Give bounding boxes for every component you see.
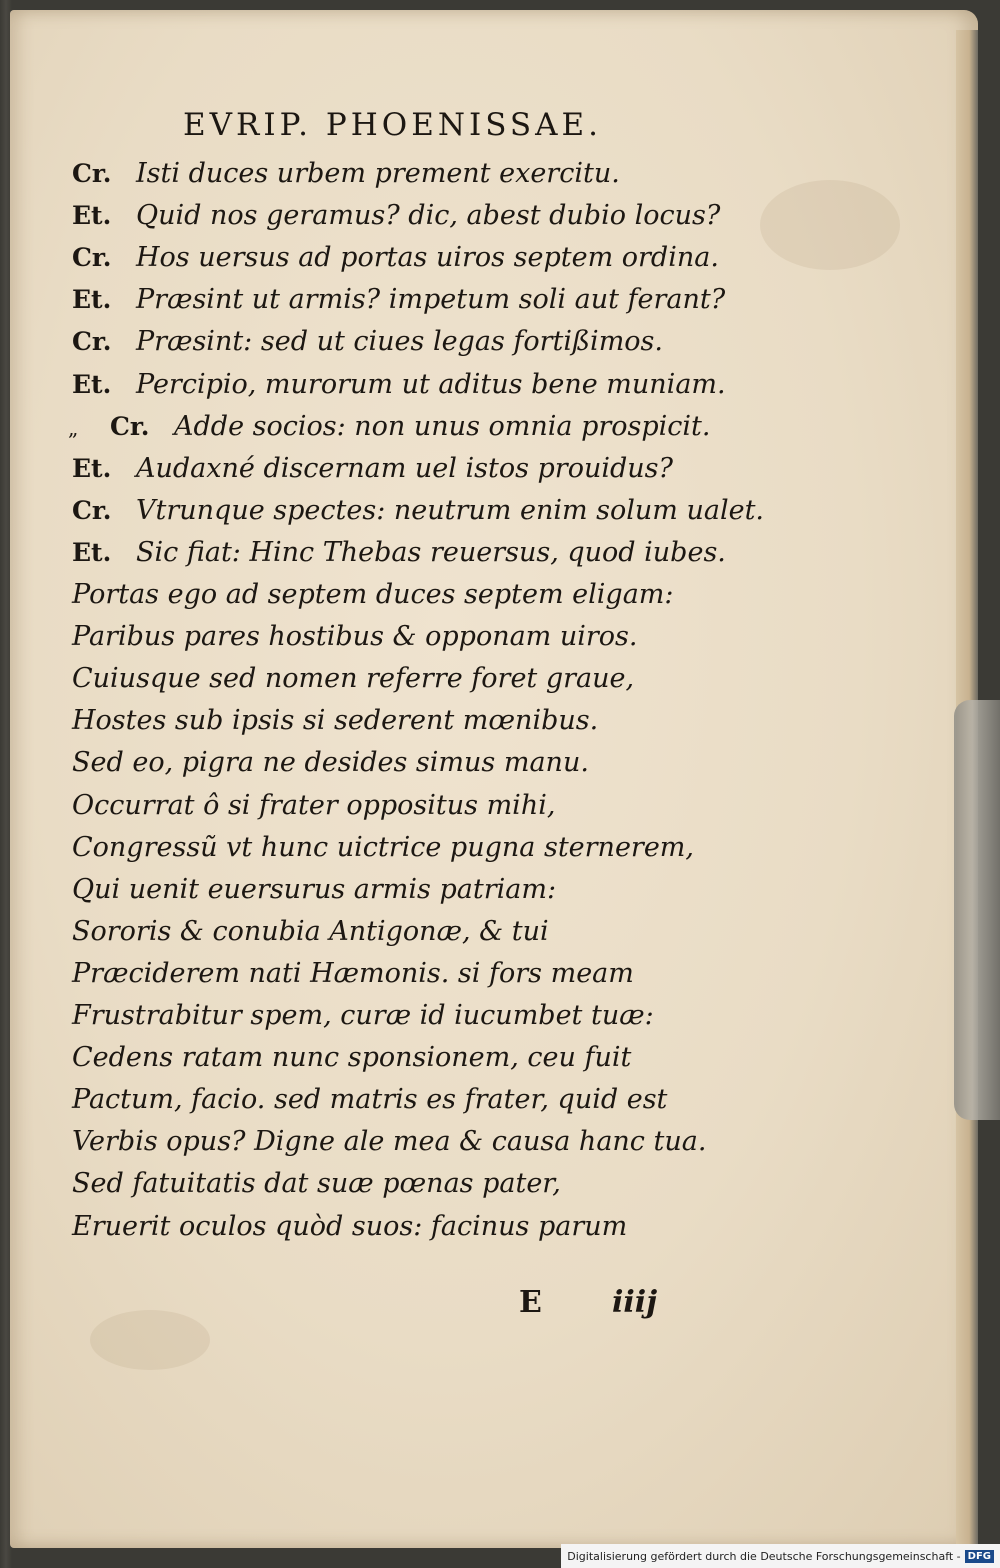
verse-line [72,581,674,608]
page-clip [954,700,1000,1120]
verse-text: Hostes sub ipsis si sederent mœnibus. [72,705,599,737]
verse-line [72,873,557,905]
speaker-label: Et. [72,537,112,567]
signature-numeral: iiij [612,1285,658,1320]
verse-text: Adde socios: non unus omnia prospicit. [174,410,711,442]
verse-line [72,200,721,232]
verse-text: Pactum, facio. sed matris es frater, quid est [72,1084,668,1116]
speaker-label: Et. [72,285,112,315]
verse-text: Cuiusque sed nomen referre foret graue, [72,663,635,695]
verse-line [72,1126,707,1158]
verse-line [72,494,765,526]
verse-text: Præciderem nati Hæmonis. si fors meam [72,957,634,989]
verse-line [72,326,663,358]
verse-line [72,705,599,737]
verse-line [72,747,589,779]
verse-text: Præsint ut armis? impetum soli aut ferant? [136,284,726,316]
verse-line [72,621,638,653]
speaker-label: Et. [72,201,112,231]
verse-line [72,957,634,989]
verse-text: Cedens ratam nunc sponsionem, ceu fuit [72,1042,632,1074]
quotation-mark: „ [68,415,79,440]
speaker-label: Cr. [72,327,112,357]
verse-line [72,1084,668,1116]
speaker-label: Cr. [110,411,150,441]
speaker-label: Cr. [72,159,112,188]
speaker-label: Et. [72,369,112,399]
verse-line [72,284,726,316]
dfg-logo: DFG [965,1550,994,1563]
verse-text: Frustrabitur spem, curæ id iucumbet tuæ: [72,1000,654,1031]
verse-text: Sed eo, pigra ne desides simus manu. [72,747,589,779]
verse-text: Sed fatuitatis dat suæ pœnas pater, [72,1168,561,1200]
verse-line [72,1210,628,1242]
speaker-label: Cr. [72,243,112,273]
verse-text: Sic fiat: Hinc Thebas reuersus, quod iubes. [136,536,726,568]
verse-text: Quid nos geramus? dic, abest dubio locus? [136,200,721,232]
verse-line [72,242,719,274]
verse-line [72,1168,561,1200]
verse-text: Eruerit oculos quòd suos: facinus parum [72,1210,628,1242]
verse-text: Sororis & conubia Antigonæ, & tui [72,915,549,947]
verse-line [72,789,556,821]
verse-line [72,1042,632,1074]
verse-line [72,452,673,484]
verse-line [72,663,635,695]
verse-text: Verbis opus? Digne ale mea & causa hanc tua. [72,1126,707,1158]
credit-text: Digitalisierung gefördert durch die Deutsche Forschungsgemeinschaft - [567,1549,961,1563]
speaker-label: Cr. [72,495,112,525]
verse-text: Percipio, murorum ut aditus bene muniam. [136,368,726,400]
running-head: EVRIP. PHOENISSAE. [183,107,602,143]
verse-text: Isti duces urbem prement exercitu. [136,158,620,189]
verse-text: Portas ego ad septem duces septem eligam: [72,579,674,610]
verse-line [68,410,711,442]
verse-line [72,1002,654,1029]
verse-text: Præsint: sed ut ciues legas fortißimos. [136,326,663,358]
verse-line [72,536,726,568]
verse-text: Hos uersus ad portas uiros septem ordina. [136,242,719,274]
verse-text: Vtrunque spectes: neutrum enim solum ualet. [136,494,765,526]
digitization-credit [561,1544,1000,1568]
verse-text: Occurrat ô si frater oppositus mihi, [72,789,556,821]
verse-line [72,160,620,187]
verse-text: Audaxné discernam uel istos prouidus? [136,452,673,484]
verse-text: Congressũ vt hunc uictrice pugna sternerem, [72,831,694,863]
signature-letter: E [519,1285,542,1320]
verse-text: Paribus pares hostibus & opponam uiros. [72,621,638,653]
verse-line [72,368,726,400]
verse-line [72,831,694,863]
speaker-label: Et. [72,453,112,483]
paper-stain [90,1310,210,1370]
verse-text: Qui uenit euersurus armis patriam: [72,873,557,905]
verse-line [72,915,549,947]
